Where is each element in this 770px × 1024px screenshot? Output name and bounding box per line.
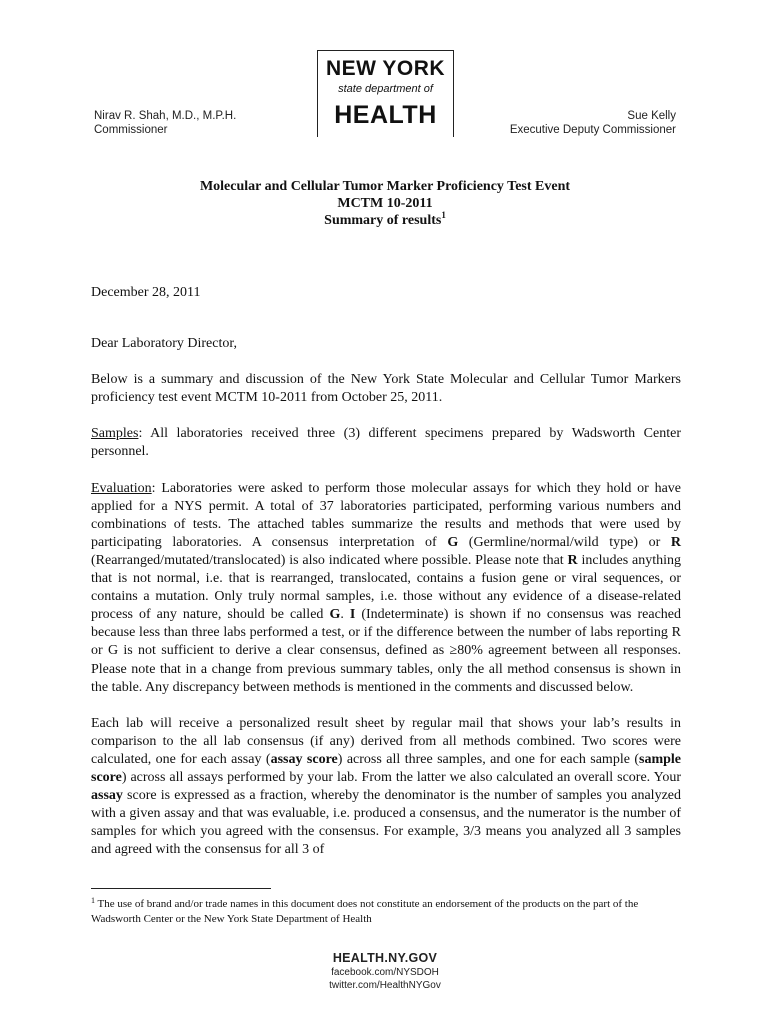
title-summary: Summary of results (324, 213, 442, 228)
evaluation-text: (Germline/normal/wild type) or (458, 534, 671, 550)
logo-health: HEALTH (334, 101, 437, 129)
title-line-1: Molecular and Cellular Tumor Marker Proficiency Test Event (199, 179, 571, 194)
footer-twitter: twitter.com/HealthNYGov (329, 980, 441, 991)
footnote (91, 897, 681, 927)
deputy-name: Sue Kelly (627, 110, 676, 122)
samples-text: : All laboratories received three (3) different specimens prepared by Wadsworth Center personnel. (91, 426, 681, 460)
title-line-2: MCTM 10-2011 (337, 196, 433, 211)
letter-body (91, 284, 681, 859)
title-footnote-mark: 1 (441, 210, 446, 220)
scoring-text: score is expressed as a fraction, whereby the denominator is the number of samples you analyzed with a given assay and that was evaluable, i.e. produced a consensus, and the numerator is the number of samples for which you agreed with the consensus. For example, 3/3 means you analyzed all 3 samples and agreed with the consensus for all 3 of (91, 788, 681, 858)
commissioner-name: Nirav R. Shah, M.D., M.P.H. (94, 110, 237, 122)
evaluation-text: includes anything that is not normal, i.e. that is rearranged, translocated, contains a fusion gene or viral sequences, or contains a mutation. Only truly normal samples, i.e. those without any evidence of a disease-related process of any nature, should be called (91, 552, 681, 623)
nys-health-logo (317, 50, 454, 137)
code-r: R (670, 534, 681, 550)
deputy-commissioner-block (510, 109, 676, 137)
sample-score-term: sample score (91, 751, 682, 785)
scoring-text: ) across all assays performed by your lab. From the latter we also calculated an overall score. Your (121, 769, 681, 785)
letter-date: December 28, 2011 (91, 285, 201, 300)
assay-score-term: assay score (270, 751, 338, 767)
samples-label: Samples (91, 426, 139, 442)
assay-term: assay (91, 788, 123, 804)
footer-facebook: facebook.com/NYSDOH (331, 967, 439, 978)
footnote-divider (91, 888, 271, 889)
salutation: Dear Laboratory Director, (91, 336, 237, 352)
evaluation-paragraph (91, 480, 681, 697)
scoring-text: Each lab will receive a personalized result sheet by regular mail that shows your lab’s results in comparison to the all lab consensus (if any) derived from all methods combined. Two scores were calculated, one for each assay ( (91, 715, 681, 767)
evaluation-text: : Laboratories were asked to perform those molecular assays for which they hold or have applied for a NYS permit. A total of 37 laboratories participated, performing various numbers and combinations of tests. The attached tables summarize the results and methods that were used by participating laboratories. A consensus interpretation of (91, 480, 681, 550)
code-i: I (349, 607, 356, 623)
evaluation-text: . (340, 607, 350, 623)
code-g: G (447, 534, 459, 550)
samples-paragraph (91, 425, 681, 461)
code-r: R (567, 552, 578, 568)
deputy-title: Executive Deputy Commissioner (509, 124, 676, 136)
footnote-mark: 1 (91, 896, 95, 905)
title-line-3 (0, 212, 770, 229)
logo-new-york: NEW YORK (325, 57, 446, 80)
evaluation-label: Evaluation (91, 480, 152, 496)
footer-website: HEALTH.NY.GOV (332, 951, 438, 965)
commissioner-title: Commissioner (94, 124, 168, 136)
evaluation-text: (Indeterminate) is shown if no consensus was reached because less than three labs performed a test, or if the difference between the number of labs reporting R or G is not sufficient to derive a clear consensus, defined as ≥80% agreement between all responses. Please note that in a change from previous summary tables, only the all method consensus is shown in the table. Any discrepancy between methods is mentioned in the comments and discussed below. (91, 607, 681, 695)
page-footer (0, 950, 770, 992)
commissioner-block (94, 109, 236, 137)
scoring-paragraph (91, 715, 681, 860)
scoring-text: ) across all three samples, and one for each sample ( (337, 751, 640, 767)
evaluation-text: (Rearranged/mutated/translocated) is also indicated where possible. Please note that (91, 552, 568, 568)
logo-state-department: state department of (338, 83, 433, 95)
footnote-text: The use of brand and/or trade names in this document does not constitute an endorsement of the products on the part of the Wadsworth Center or the New York State Department of Health (91, 898, 639, 925)
document-title (0, 178, 770, 229)
code-g: G (329, 607, 341, 623)
intro-paragraph: Below is a summary and discussion of the New York State Molecular and Cellular Tumor Markers proficiency test event MCTM 10-2011 from October 25, 2011. (91, 372, 681, 406)
